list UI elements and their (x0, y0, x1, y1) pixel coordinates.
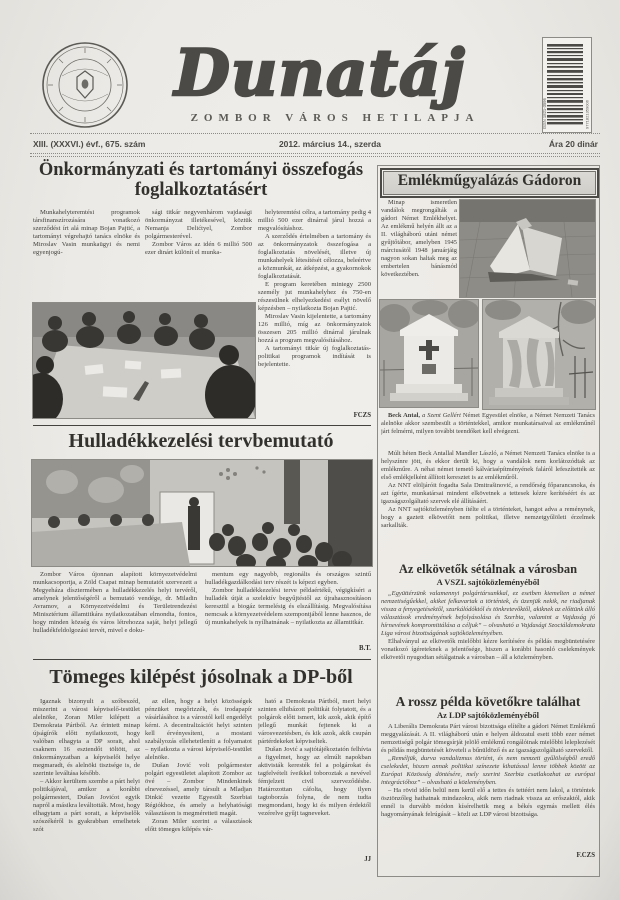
masthead-rule-bottom (30, 153, 600, 154)
publisher-seal-icon (40, 40, 130, 130)
article-divider-2 (33, 659, 371, 660)
gador-headline: Emlékműgyalázás Gádoron (397, 172, 582, 189)
article1-signature: FCZS (353, 412, 371, 419)
article2-headline: Hulladékkezelési tervbemutató (68, 430, 334, 452)
vszl-headline: Az elkövetők sétálnak a városban (398, 562, 578, 576)
caption-name: Beck Antal, (388, 412, 423, 419)
issue-number: XIII. (XXXVI.) évf., 675. szám (33, 139, 146, 149)
issn-barcode (542, 37, 592, 133)
issn-label: ISSN 1821-3596 (542, 98, 547, 129)
issue-date: 2012. március 14., szerda (278, 139, 382, 149)
photo-contract-signing (33, 303, 255, 418)
photo-presentation-hall (32, 460, 372, 566)
barcode-digits: 9771821359006 (584, 100, 590, 129)
article3-signature: JJ (364, 856, 371, 863)
article2-signature: B.T. (359, 645, 371, 652)
masthead-rule-top (30, 133, 600, 134)
article1-headline: Önkormányzati és tartományi összefogás foglalkoztatásért (38, 160, 364, 200)
article1-column1: Munkahelyteremtési programok társfinanszírozására vonatkozó szerződést írt alá minap Bojan Pajtić, a tartományi végrehajtó tanács elnöke és Miroslav Vasin munkaügyi és nemi egyenjogú- (33, 209, 140, 256)
gador-photo-caption (381, 412, 595, 448)
article2-column1: Zombor Város újonnan alapított környezetvédelmi munkacsoportja, a Zöld Csapat minap bemutatót szervezett a Megyeháza dísztermében a hulladékkezelés helyi tervéről, amelynek jelentőségéről a bemutató vendége, dr. Miladin Avramov, a Környezetvédelmi és Területrendezési Minisztérium államtitkára nyilatkozatában elmondta, fontos, hogy minden község és város létrehozza saját, helyi jellegű hulladékfeldolgozási tervét, mivel e doku- (33, 571, 197, 634)
vszl-body: „Együttérzünk valamennyi polgártársunkkal, ez esetben kiemelten a német nemzetiségűekkel, akiket felkavartak a történtek, és üzenjük nekik, ne riadjanak vissza a fenyegetésektől, szurkálódóktól és tönkretevőktől, akiknek az előttünk álló választások eredményének befolyásolása és Szerbia, valamint a Vajdaság jó hírnevének kompromittálása a céljuk” – olvasható a Vajdasági Szociáldemokrata Liga városi bizottságának sajtóközleményében. Elhalványul az elkövetők mielőbbi kézre kerítésére és példás megbüntetésére vonatkozó ígéreteknek a jelentősége, hiszen a korábbi hasonló cselekmények elkövetői nyugodtan sétálgatnak a városban – áll a közleményben. (381, 590, 595, 661)
vszl-subtitle: A VSZL sajtóközleményéből (436, 577, 540, 587)
newspaper-logo: Dunatáj (174, 36, 466, 111)
ldp-signature: F.CZS (576, 852, 595, 859)
masthead-subtitle: ZOMBOR VÁROS HETILAPJA (190, 112, 480, 124)
ldp-headline: A rossz példa követőkre találhat (395, 694, 581, 709)
photo-memorial-vandalized (483, 300, 595, 409)
article1-column3: helyteremtési célra, a tartomány pedig 4 millió 500 ezer dinárral járul hozzá a megvalósításhoz. A szerződés értelmében a tartomány és az önkormányzatok összefogása a foglalkoztatás növelését, illetve új munkahelyek létesítését célozza, beleértve a közmunkát, az átképzést, a gyakornokok foglalkoztatását. E program keretében mintegy 2500 személy jut munkahelyhez és 750-en részesülnek elhelyezkedési esélyt növelő képzésben – nyilatkozta Bojan Pajtić. Miroslav Vasin kijelentette, a tartomány 126 millió, míg az önkormányzatok összesen 205 millió dinárral járulnak hozzá a program megvalósításához. A tartományi titkár új foglalkoztatás-politikai programok indítását is bejelentette. (258, 209, 371, 368)
photo-memorial-before (380, 300, 478, 407)
article3-column2: az ellen, hogy a helyi közösségek pénzüket megőrizzék, és irodapapír vásárlásához is a várostól kell engedélyt kérni. A decentralizációt helyi szinten kell érvényesíteni, a mostani szabályozás ellehetetleníti a folyamatot – nyilatkozta a városi képviselő-testület alelnöke. Dušan Jović volt polgármester polgári egyesületet alapított Zombor az övé – Zombor Mindenkinek elnevezéssel, amely társult a Mladjan Dinkić vezette Egyesült Szerbiai Régiókhoz, és amely a helyhatósági választáson is megméretteti magát. Zoran Miler szerint a választások előtt tömeges kilépés vár- (145, 698, 252, 833)
gador-intro: Minap ismeretlen vandálok megrongálták a gádori Német Emlékhelyet. Az emlékmű helyén állt az a II. világháború utáni német gyűjtőtábor, amelyben 1945 márciusától 1948 januárjáig nagyon sokan haltak meg az embertelen bánásmód következtében. (381, 199, 457, 278)
article3-headline: Tömeges kilépést jósolnak a DP-ből (49, 666, 353, 688)
caption-society: a Szent Gellért (422, 412, 463, 419)
ldp-subtitle: Az LDP sajtóközleményéből (437, 710, 539, 720)
article1-column2: sági titkár negyvenhárom vajdasági önkormányzat illetékesével, köztük Nemanja Delićtyel, Zombor polgármesterével. Zombor Város az idén 6 millió 500 ezer dinárt különít el munka- (145, 209, 252, 256)
ldp-body: A Liberális Demokrata Párt városi bizottsága elítélte a gádori Német Emlékmű meggyalázását. A II. világháború után e helyen áldozatul esett több ezer német nemzetiségű polgár tömegsírját jelölő emlékmű rongálóinak mielőbbi leleplezését és példás megbüntetését követeli a bűnüldöző és az igazságszolgáltató szervektől. „Reméljük, durva vandalizmus történt, és nem nemzeti gyűlölségből eredő cselekedet, hiszen annak politikai színezete kihatással lenne többek között az Európai Közösség döntésére, mely szerint Szerbia csatlakozhat az európai integrációhoz” – olvasható a közleményben. – Ha rövid időn belül nem kerül elő a tettes és tettéért nem lakol, a történtek ösztönzőleg hathatnak mindazokra, akik nem riadnak vissza az erőszaktól, akik ennél is durvább módon kísérelhetik meg a békés egymás mellett élés hagyományának felrúgását – közli az LDP városi bizottsága. (381, 723, 595, 818)
gador-headline-box (380, 168, 599, 198)
caption-rest: Német Egyesület elnöke, a Német Nemzeti Tanács alelnöke akkor szembesült a történtekkel, amikor munkatársaival az emlékműnél járt felmérni, milyen további teendőket kell elvégezni. (381, 412, 595, 435)
gador-body: Múlt héten Beck Antallal Mandler László, a Német Nemzeti Tanács elnöke is a helyszínre jött, és ekkor derült ki, hogy a vandálok nem korlátozódtak az emlékműre. A néhai német temető kálváriaépítményének faláról lefeszítették az első emlékjelként állított keresztet is az emlékműről. Az NNT elöljáróit fogadta Sala Dmitrašinović, a rendőrség főparancsnoka, és azt ígérte, munkatársai mindent elkövetnek a tettesek kézre kerítéséért és az igazságszolgáltató szervek elé állításáért. Az NNT sajtóközleményben ítélte el a történteket, hangot adva a reménynek, hogy a gaztett elkövetőit nem politikai, illetve nemzetgyűlöleti érzelmek sarkallták. (381, 450, 595, 529)
photo-damaged-memorial (460, 200, 595, 297)
article3-column1: Igaznak bizonyult a szóbeszéd, miszerint a városi képviselő-testület alelnöke, Zoran Miler kilépett a Demokrata Pártból. Az érintett minap újságírók előtt nyilatkozott, hogy valóban elhagyta a DP sorait, ahol csaknem 16 esztendőt töltött, az önkormányzatban a képviselői helye megmaradt, és alelnöki tisztsége is, de szerinte leváltása később. – Akkor kerültem szembe a párt helyi politikájával, amikor a korábbi polgármestert, Dušan Jovićot egyik napról a másikra leváltották. Most, hogy elhagytam a párt sorait, a képviselők szószékéről is gyakrabban emelhetek szót (33, 698, 140, 833)
article3-column3: ható a Demokrata Pártból, mert helyi szinten elhibázott politikát folytatott, és a polgárok előtt ismert, kik azok, akik építő jellegű munkát fejtenek ki a városvezetésben, és kik azok, akik csupán pártérdekeket képviseltek. Dušan Jović a sajtótájékoztatón felhívta a figyelmet, hogy az elmúlt napokban aktivisták keresték fel a polgárokat és tagfelvételi íveikkel toboroztak a nevével fémjelzett civil szerveződésbe. Határozottan cáfolta, hogy ilyen tagtoborzás folyna, de nem tudta megmondani, hogy ki és milyen érdektől vezérelve gyűjt tagneveket. (258, 698, 371, 817)
masthead-rule-bottom2 (30, 156, 600, 157)
price: Ára 20 dinár (548, 139, 598, 149)
article2-column2: mentum egy nagyobb, regionális és országos szintű hulladékgazdálkodási terv részét is képezi egyben. Zombor hulladékkezelési terve példaértékű, végigkíséri a hulladék útját a szelektív begyűjtéstől az újrahasznosításon keresztül a biogáz termelésig és elszállításig. Megvalósítása nemcsak a környezetvédelem szempontjából lenne hasznos, de új munkahelyek is nyílhatnának – nyilatkozta az államtitkár. (205, 571, 371, 626)
article-divider-1 (33, 425, 371, 426)
